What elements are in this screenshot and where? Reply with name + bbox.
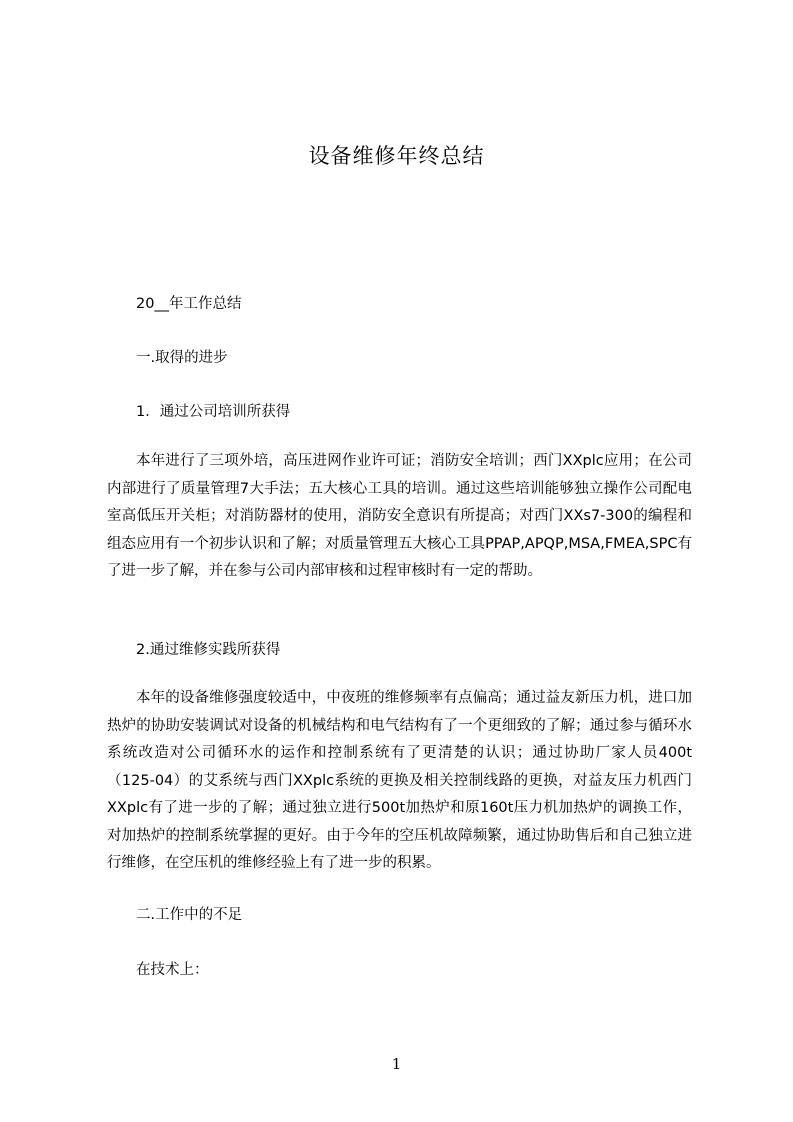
page-number: 1: [391, 1055, 402, 1073]
document-title: 设备维修年终总结: [308, 144, 485, 168]
technical-shortcomings-label: 在技术上：: [136, 962, 209, 978]
paragraph-maintenance-practice: 本年的设备维修强度较适中，中夜班的维修频率有点偏高；通过益友新压力机，进口加热炉的协助安装调试对设备的机械结构和电气结构有了一个更细致的了解；通过参与循环水系统改造对公司循环水的运作和控制系统有了更清楚的认识；通过协助厂家人员400t（125-04）的艾系统与西门XXplc系统的更换及相关控制线路的更换，对益友压力机西门XXplc有了进一步的了解；通过独立进行500t加热炉和原160t压力机加热炉的调换工作，对加热炉的控制系统掌握的更好。由于今年的空压机故障频繁，通过协助售后和自己独立进行维修，在空压机的维修经验上有了进一步的积累。: [107, 690, 692, 871]
paragraph-training: 本年进行了三项外培，高压进网作业许可证；消防安全培训；西门XXplc应用；在公司内部进行了质量管理7大手法；五大核心工具的培训。通过这些培训能够独立操作公司配电室高低压开关柜；对消防器材的使用，消防安全意识有所提高；对西门XXs7-300的编程和组态应用有一个初步认识和了解；对质量管理五大核心工具PPAP,APQP,MSA,FMEA,SPC有了进一步了解，并在参与公司内部审核和过程审核时有一定的帮助。: [107, 453, 692, 579]
section-heading-shortcomings: 二.工作中的不足: [136, 907, 243, 923]
subsection-heading-training: 1．通过公司培训所获得: [136, 404, 291, 420]
section-heading-progress: 一.取得的进步: [136, 350, 228, 366]
subsection-heading-maintenance-practice: 2.通过维修实践所获得: [136, 642, 281, 658]
report-subtitle: 20__年工作总结: [136, 296, 242, 312]
